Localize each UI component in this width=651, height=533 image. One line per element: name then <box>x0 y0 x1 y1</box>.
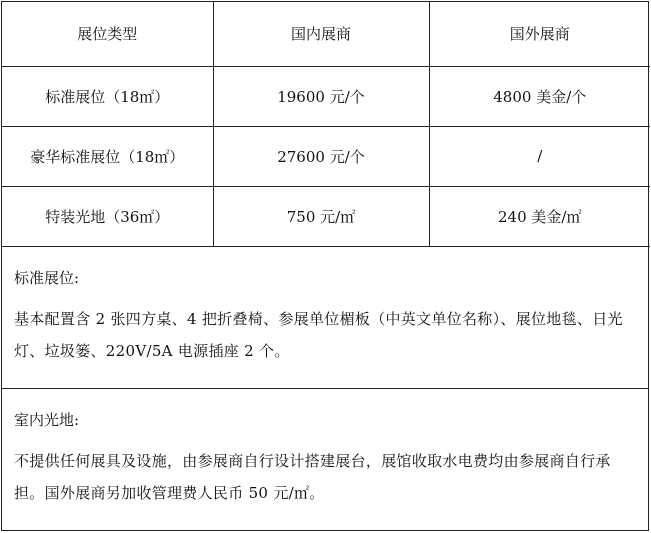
header-foreign-exhibitor: 国外展商 <box>429 2 650 66</box>
standard-booth-note <box>2 247 648 389</box>
row-domestic-price: 19600 元/个 <box>213 66 429 126</box>
header-domestic-exhibitor: 国内展商 <box>213 2 429 66</box>
row-foreign-price: 240 美金/㎡ <box>429 186 650 246</box>
note-body: 基本配置含 2 张四方桌、4 把折叠椅、参展单位楣板（中英文单位名称）、展位地毯、日光灯、垃圾篓、220V/5A 电源插座 2 个。 <box>14 309 623 360</box>
note-body: 不提供任何展具及设施，由参展商自行设计搭建展台，展馆收取水电费均由参展商自行承担。国外展商另加收管理费人民币 50 元/㎡。 <box>14 451 611 502</box>
price-table-document <box>1 1 649 531</box>
row-booth-type: 豪华标准展位（18㎡） <box>2 126 213 186</box>
booth-price-table <box>2 2 650 247</box>
note-title: 标准展位: <box>14 268 80 287</box>
row-foreign-price: 4800 美金/个 <box>429 66 650 126</box>
note-title: 室内光地: <box>14 410 80 429</box>
header-booth-type: 展位类型 <box>2 2 213 66</box>
table-row <box>2 186 650 246</box>
row-foreign-price: / <box>429 126 650 186</box>
row-booth-type: 特装光地（36㎡） <box>2 186 213 246</box>
table-row <box>2 126 650 186</box>
row-domestic-price: 27600 元/个 <box>213 126 429 186</box>
row-domestic-price: 750 元/㎡ <box>213 186 429 246</box>
table-header-row <box>2 2 650 66</box>
indoor-space-note <box>2 389 648 529</box>
table-row <box>2 66 650 126</box>
row-booth-type: 标准展位（18㎡） <box>2 66 213 126</box>
